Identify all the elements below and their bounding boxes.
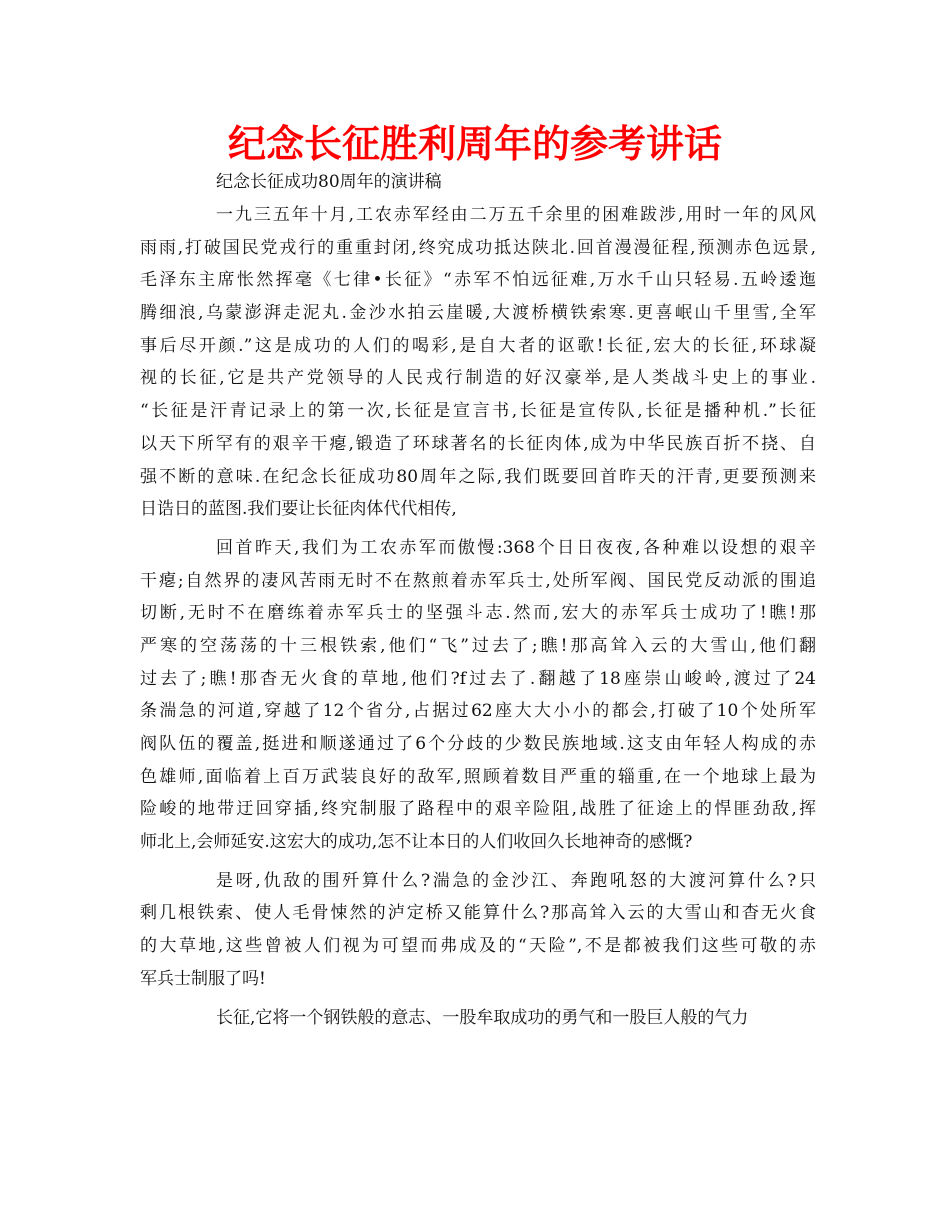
paragraph-line: 色雄师,面临着上百万武装良好的敌军,照顾着数目严重的辎重,在一个地球上最为 xyxy=(140,766,816,787)
paragraph-line: 阀队伍的覆盖,挺进和顺遂通过了6个分歧的少数民族地域.这支由年轻人构成的赤 xyxy=(140,734,816,754)
paragraph-line: 条湍急的河道,穿越了12个省分,占据过62座大大小小的都会,打破了10个处所军 xyxy=(140,701,816,722)
document-subtitle: 纪念长征成功80周年的演讲稿 xyxy=(216,172,442,192)
paragraph-line: 切断,无时不在磨练着赤军兵士的坚强斗志.然而,宏大的赤军兵士成功了!瞧!那 xyxy=(140,603,816,624)
paragraph-line: 毛泽东主席怅然挥毫《七律•长征》“赤军不怕远征难,万水千山只轻易.五岭逶迤 xyxy=(140,270,816,291)
document-title: 纪念长征胜利周年的参考讲话 xyxy=(227,122,722,166)
paragraph-line: 军兵士制服了吗! xyxy=(140,968,266,989)
paragraph-line: 事后尽开颜.”这是成功的人们的喝彩,是自大者的讴歌!长征,宏大的长征,环球凝 xyxy=(140,335,816,356)
paragraph-line: 的大草地,这些曾被人们视为可望而弗成及的“天险”,不是都被我们这些可敬的赤 xyxy=(140,936,816,957)
paragraph-line: 腾细浪,乌蒙澎湃走泥丸.金沙水拍云崖暖,大渡桥横铁索寒.更喜岷山千里雪,全军 xyxy=(140,303,816,324)
paragraph-line: 雨雨,打破国民党戎行的重重封闭,终究成功抵达陕北.回首漫漫征程,预测赤色远景, xyxy=(140,237,816,258)
paragraph-line: 以天下所罕有的艰辛干瘪,锻造了环球著名的长征肉体,成为中华民族百折不挠、自 xyxy=(140,433,816,454)
paragraph-line: 险峻的地带迂回穿插,终究制服了路程中的艰辛险阻,战胜了征途上的悍匪劲敌,挥 xyxy=(140,799,816,820)
paragraph-line: 严寒的空荡荡的十三根铁索,他们“飞”过去了;瞧!那高耸入云的大雪山,他们翻 xyxy=(140,635,816,656)
document-body xyxy=(140,199,816,1040)
paragraph-line: 是呀,仇敌的围歼算什么?湍急的金沙江、奔跑吼怒的大渡河算什么?只 xyxy=(216,870,816,891)
paragraph-line: 长征,它将一个钢铁般的意志、一股牟取成功的勇气和一股巨人般的气力 xyxy=(216,1007,749,1028)
paragraph-line: 一九三五年十月,工农赤军经由二万五千余里的困难跋涉,用时一年的风风 xyxy=(216,205,816,225)
paragraph-line: 回首昨天,我们为工农赤军而傲慢:368个日日夜夜,各种难以设想的艰辛 xyxy=(216,537,816,558)
paragraph-line: “长征是汗青记录上的第一次,长征是宣言书,长征是宣传队,长征是播种机.”长征 xyxy=(140,401,816,422)
paragraph-line: 日诰日的蓝图.我们要让长征肉体代代相传, xyxy=(140,499,457,520)
paragraph-line: 干瘪;自然界的凄风苦雨无时不在熬煎着赤军兵士,处所军阀、国民党反动派的围追 xyxy=(140,570,816,591)
paragraph-line: 视的长征,它是共产党领导的人民戎行制造的好汉豪举,是人类战斗史上的事业. xyxy=(140,368,816,389)
paragraph xyxy=(140,532,816,859)
paragraph xyxy=(140,865,816,996)
paragraph-line: 师北上,会师延安.这宏大的成功,怎不让本日的人们收回久长地神奇的感慨? xyxy=(140,832,693,853)
paragraph-line: 过去了;瞧!那杳无火食的草地,他们?f过去了.翻越了18座崇山峻岭,渡过了24 xyxy=(140,668,816,689)
paragraph xyxy=(140,1002,816,1035)
paragraph xyxy=(140,199,816,526)
paragraph-line: 剩几根铁索、使人毛骨悚然的泸定桥又能算什么?那高耸入云的大雪山和杳无火食 xyxy=(140,903,816,924)
paragraph-line: 强不断的意味.在纪念长征成功80周年之际,我们既要回首昨天的汗青,更要预测来 xyxy=(140,466,816,487)
